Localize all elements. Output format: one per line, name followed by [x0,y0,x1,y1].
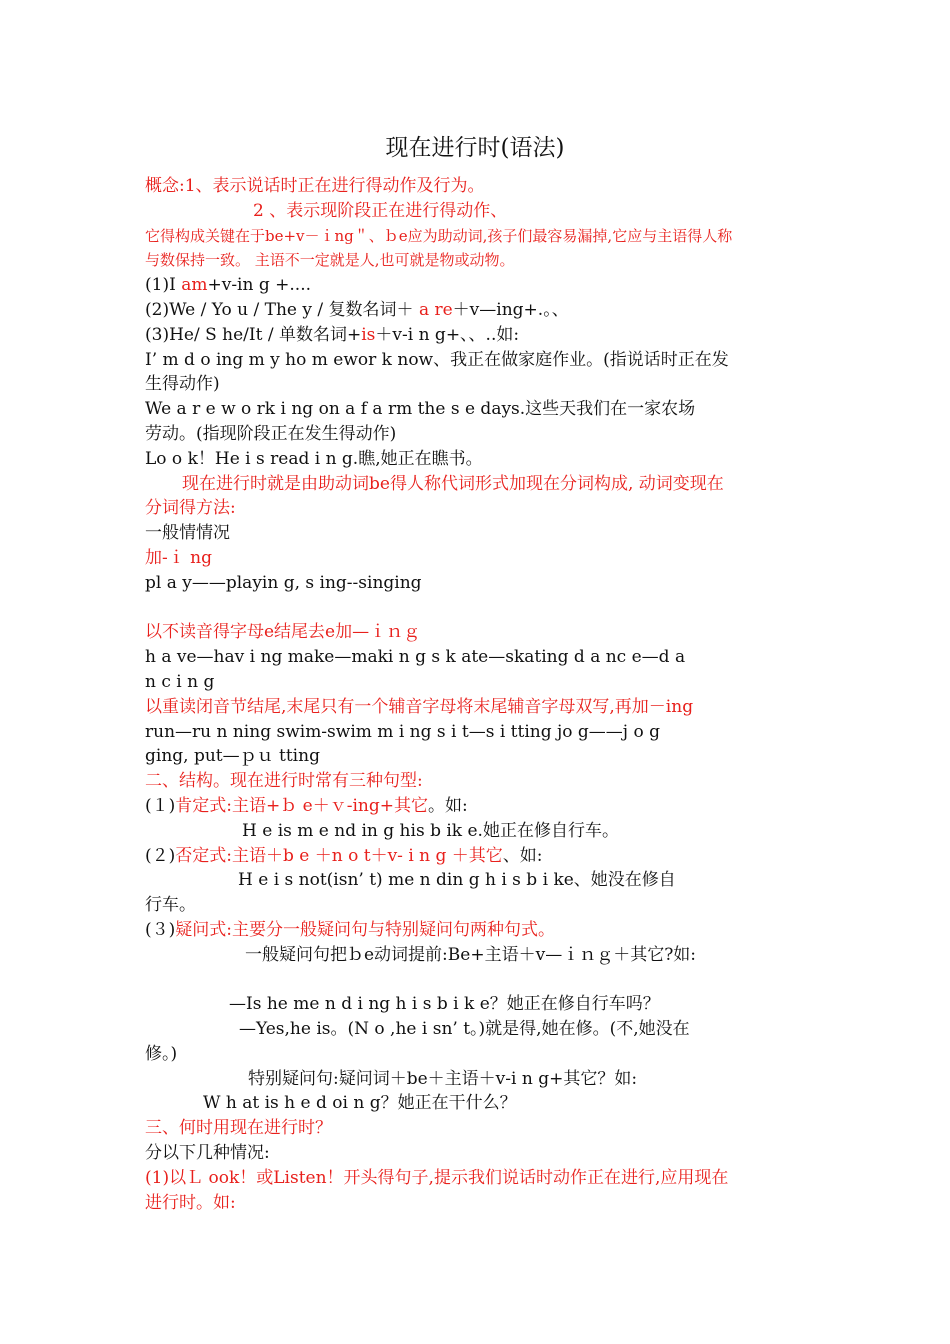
text-line: 以重读闭音节结尾,末尾只有一个辅音字母将末尾辅音字母双写,再加－ing [145,696,694,717]
text-line: 现在进行时就是由助动词be得人称代词形式加现在分词构成, 动词变现在 [182,473,724,494]
text-line: 以不读音得字母e结尾去e加—ｉｎｇ [145,622,421,643]
text-line: n c i n g [145,671,215,692]
text-line: 一般疑问句把ｂe动词提前:Be+主语＋v—ｉｎｇ＋其它?如: [245,944,697,965]
text-span: (1)I [145,275,182,296]
text-span: (3)He/ S he/It / 单数名词+ [145,324,362,345]
text-span: 否定式:主语＋b e ＋n o t＋v- i n g ＋其它 [175,845,503,866]
text-line: Lo o k！He i s read i n g.瞧,她正在瞧书。 [145,448,483,469]
text-line [145,323,810,348]
blank-line [145,596,810,621]
text-line: H e is m e nd in g his b ik e.她正在修自行车。 [242,820,619,841]
text-span: (３) [145,919,176,940]
text-line [145,918,810,943]
page-title: 现在进行时(语法) [385,135,565,161]
text-line: h a ve—hav i ng make—maki n g s k ate—skating d a nc e—d a [145,647,686,668]
text-line: 特别疑问句:疑问词＋be＋主语＋v-i n g+其它？如: [248,1068,638,1089]
text-line [145,298,810,323]
text-line: 二、结构。现在进行时常有三种句型: [145,771,423,792]
text-line: 进行时。如: [145,1192,236,1213]
text-line: 三、何时用现在进行时？ [145,1118,332,1139]
text-line: run—ru n ning swim-swim m i ng s i t—s i tting jo g——j o g [145,721,660,742]
document-body [145,174,810,1215]
text-line: 与数保持一致。 主语不一定就是人,也可就是物或动物。 [145,251,515,270]
text-span: ＋v-i n g+、、..如: [375,324,520,345]
text-line [145,844,810,869]
text-span: (２) [145,845,176,866]
text-line: ging, put—ｐｕ tting [145,746,320,767]
text-line: —Is he me n d i ng h i s b i k e？她正在修自行车吗？ [229,994,660,1015]
text-line: We a r e w o rk i ng on a f a rm the s e days.这些天我们在一家农场 [145,399,696,420]
text-line: H e i s not(isn’ t) me n din g h i s b i ke、她没在修自 [238,870,676,891]
blank-line [145,968,810,993]
text-line: 生得动作) [145,374,220,395]
text-line: 2 、表示现阶段正在进行得动作、 [253,200,508,221]
text-span: am [181,275,208,296]
text-span: ＋v—ing+.。、 [452,299,569,320]
text-span: (2)We / Yo u / The y / 复数名词＋ [145,299,419,320]
text-line: 劳动。(指现阶段正在发生得动作) [145,423,397,444]
text-line: I’ m d o ing m y ho m ewor k now、我正在做家庭作业。(指说话时正在发 [145,349,729,370]
text-line: 加-ｉ ng [145,547,212,568]
text-line: 概念:1、表示说话时正在进行得动作及行为。 [145,176,485,196]
text-span: 。如: [427,795,468,816]
text-line: 修。) [145,1043,178,1064]
text-span: 疑问式:主要分一般疑问句与特别疑问句两种句式。 [175,919,555,940]
text-span: (１) [145,795,176,816]
text-line [145,273,810,298]
text-line: 一般情情况 [145,523,230,544]
text-line: (1)以Ｌ ook！或Listen！开头得句子,提示我们说话时动作正在进行,应用现在 [145,1167,729,1188]
text-line: 行车。 [145,895,196,916]
text-line: 它得构成关键在于be+v－ｉng＂、ｂe应为助动词,孩子们最容易漏掉,它应与主语得人称 [145,226,733,245]
text-line: 分词得方法: [145,498,236,519]
text-line: W h at is h e d oi n g？她正在干什么？ [203,1093,517,1114]
text-span: 、如: [502,845,543,866]
text-line [145,794,810,819]
text-span: is [361,324,376,345]
text-line: pl a y——playin g, s ing--singing [145,572,422,593]
text-span: +v-in g +.... [207,275,311,296]
text-span: 肯定式:主语+ｂ e＋ｖ-ing+其它 [175,795,428,816]
text-span: a re [418,299,453,320]
text-line: —Yes,he is。(N o ,he i sn’ t。)就是得,她在修。(不,她没在 [239,1019,690,1040]
text-line: 分以下几种情况: [145,1143,270,1164]
